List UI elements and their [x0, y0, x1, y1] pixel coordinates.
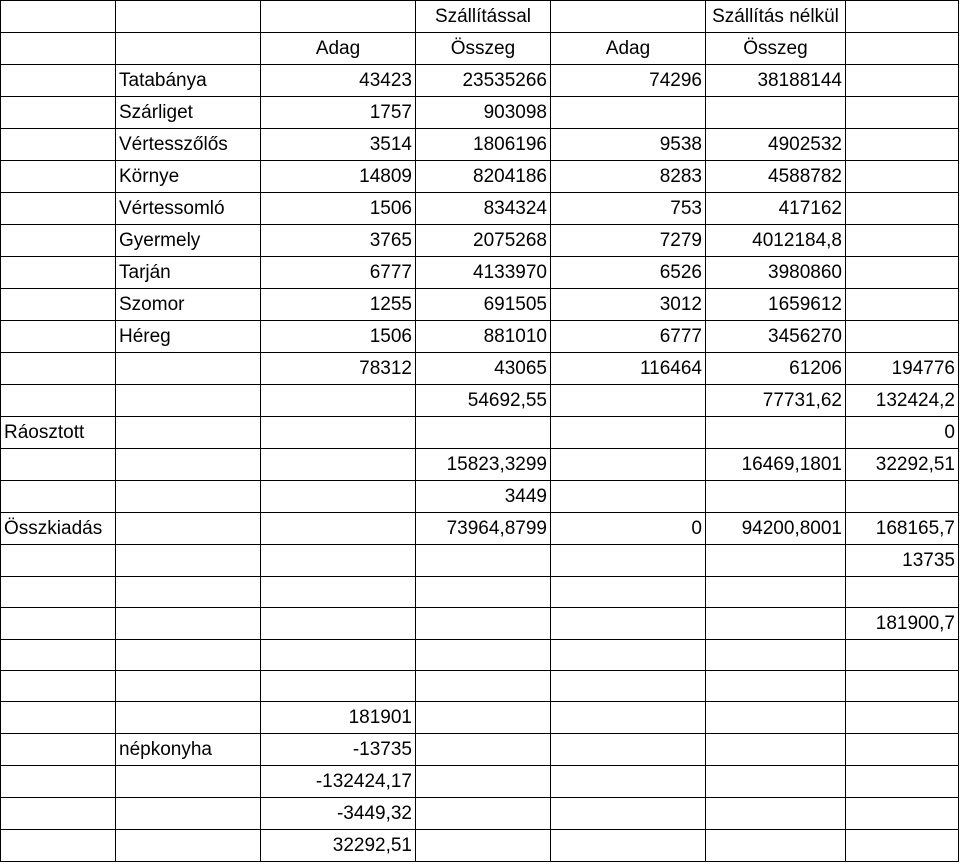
cell-a13[interactable]: [1, 385, 116, 417]
table-row: [1, 671, 959, 702]
cell-b22[interactable]: [116, 671, 261, 702]
cell-g2[interactable]: [846, 33, 959, 65]
cell-g15[interactable]: 32292,51: [846, 449, 959, 481]
cell-e11[interactable]: 6777: [551, 321, 706, 353]
cell-e19[interactable]: [551, 577, 706, 608]
cell-b2[interactable]: [116, 33, 261, 65]
cell-f9[interactable]: 3980860: [706, 257, 846, 289]
cell-f10[interactable]: 1659612: [706, 289, 846, 321]
table-row: [1, 766, 959, 798]
cell-a6[interactable]: [1, 161, 116, 193]
table-row: [1, 225, 959, 257]
cell-e4[interactable]: [551, 97, 706, 129]
cell-b4[interactable]: Szárliget: [116, 97, 261, 129]
cell-e24[interactable]: [551, 734, 706, 766]
table-row: [1, 289, 959, 321]
cell-b3[interactable]: Tatabánya: [116, 65, 261, 97]
cell-a27[interactable]: [1, 830, 116, 862]
cell-a5[interactable]: [1, 129, 116, 161]
cell-f2[interactable]: Összeg: [706, 33, 846, 65]
cell-b9[interactable]: Tarján: [116, 257, 261, 289]
cell-d7[interactable]: 834324: [416, 193, 551, 225]
table-row: [1, 1, 959, 33]
cell-a10[interactable]: [1, 289, 116, 321]
cell-d27[interactable]: [416, 830, 551, 862]
cell-g8[interactable]: [846, 225, 959, 257]
cell-a11[interactable]: [1, 321, 116, 353]
table-row: [1, 65, 959, 97]
cell-g23[interactable]: [846, 702, 959, 734]
cell-a12[interactable]: [1, 353, 116, 385]
cell-g20[interactable]: 181900,7: [846, 608, 959, 640]
cell-e13[interactable]: [551, 385, 706, 417]
cell-f24[interactable]: [706, 734, 846, 766]
cell-d18[interactable]: [416, 545, 551, 577]
cell-f1[interactable]: Szállítás nélkül: [706, 1, 846, 33]
cell-a26[interactable]: [1, 798, 116, 830]
cell-e25[interactable]: [551, 766, 706, 798]
cell-d1[interactable]: Szállítással: [416, 1, 551, 33]
cell-f5[interactable]: 4902532: [706, 129, 846, 161]
cell-g6[interactable]: [846, 161, 959, 193]
cell-a9[interactable]: [1, 257, 116, 289]
cell-c24[interactable]: -13735: [261, 734, 416, 766]
cell-a4[interactable]: [1, 97, 116, 129]
cell-d22[interactable]: [416, 671, 551, 702]
cell-f19[interactable]: [706, 577, 846, 608]
cell-e2[interactable]: Adag: [551, 33, 706, 65]
cell-c1[interactable]: [261, 1, 416, 33]
cell-e5[interactable]: 9538: [551, 129, 706, 161]
cell-a25[interactable]: [1, 766, 116, 798]
cell-a18[interactable]: [1, 545, 116, 577]
table-row: [1, 321, 959, 353]
cell-b18[interactable]: [116, 545, 261, 577]
cell-e22[interactable]: [551, 671, 706, 702]
cell-d9[interactable]: 4133970: [416, 257, 551, 289]
cell-c14[interactable]: [261, 417, 416, 449]
cell-b25[interactable]: [116, 766, 261, 798]
table-row: [1, 449, 959, 481]
cell-d10[interactable]: 691505: [416, 289, 551, 321]
cell-a2[interactable]: [1, 33, 116, 65]
cell-c11[interactable]: 1506: [261, 321, 416, 353]
cell-b1[interactable]: [116, 1, 261, 33]
table-row: [1, 798, 959, 830]
cell-d16[interactable]: 3449: [416, 481, 551, 513]
cell-g11[interactable]: [846, 321, 959, 353]
cell-f25[interactable]: [706, 766, 846, 798]
cell-g5[interactable]: [846, 129, 959, 161]
cell-g19[interactable]: [846, 577, 959, 608]
cell-a20[interactable]: [1, 608, 116, 640]
cell-b19[interactable]: [116, 577, 261, 608]
cell-b5[interactable]: Vértesszőlős: [116, 129, 261, 161]
cell-g17[interactable]: 168165,7: [846, 513, 959, 545]
cell-b12[interactable]: [116, 353, 261, 385]
table-row: [1, 577, 959, 608]
cell-c22[interactable]: [261, 671, 416, 702]
cell-d12[interactable]: 43065: [416, 353, 551, 385]
cell-b15[interactable]: [116, 449, 261, 481]
cell-f3[interactable]: 38188144: [706, 65, 846, 97]
table-row: [1, 257, 959, 289]
cell-f4[interactable]: [706, 97, 846, 129]
cell-e1[interactable]: [551, 1, 706, 33]
cell-e6[interactable]: 8283: [551, 161, 706, 193]
cell-c3[interactable]: 43423: [261, 65, 416, 97]
cell-c13[interactable]: [261, 385, 416, 417]
table-row: [1, 513, 959, 545]
cell-f16[interactable]: [706, 481, 846, 513]
cell-a23[interactable]: [1, 702, 116, 734]
cell-f14[interactable]: [706, 417, 846, 449]
cell-b24[interactable]: népkonyha: [116, 734, 261, 766]
cell-c16[interactable]: [261, 481, 416, 513]
table-row: [1, 608, 959, 640]
cell-d15[interactable]: 15823,3299: [416, 449, 551, 481]
cell-a14[interactable]: Ráosztott: [1, 417, 116, 449]
cell-a22[interactable]: [1, 671, 116, 702]
cell-c4[interactable]: 1757: [261, 97, 416, 129]
cell-g4[interactable]: [846, 97, 959, 129]
cell-d3[interactable]: 23535266: [416, 65, 551, 97]
cell-a17[interactable]: Összkiadás: [1, 513, 116, 545]
cell-c10[interactable]: 1255: [261, 289, 416, 321]
cell-g16[interactable]: [846, 481, 959, 513]
table-row: [1, 830, 959, 862]
cell-f27[interactable]: [706, 830, 846, 862]
cell-d26[interactable]: [416, 798, 551, 830]
cell-g9[interactable]: [846, 257, 959, 289]
table-row: [1, 734, 959, 766]
cell-e17[interactable]: 0: [551, 513, 706, 545]
cell-c7[interactable]: 1506: [261, 193, 416, 225]
table-row: [1, 353, 959, 385]
cell-c9[interactable]: 6777: [261, 257, 416, 289]
cell-e8[interactable]: 7279: [551, 225, 706, 257]
cell-d2[interactable]: Összeg: [416, 33, 551, 65]
cell-f20[interactable]: [706, 608, 846, 640]
cell-b26[interactable]: [116, 798, 261, 830]
cell-g24[interactable]: [846, 734, 959, 766]
cell-a21[interactable]: [1, 640, 116, 671]
cell-a3[interactable]: [1, 65, 116, 97]
table-row: [1, 385, 959, 417]
table-row: [1, 702, 959, 734]
cell-d20[interactable]: [416, 608, 551, 640]
cell-g18[interactable]: 13735: [846, 545, 959, 577]
cell-f6[interactable]: 4588782: [706, 161, 846, 193]
cell-c2[interactable]: Adag: [261, 33, 416, 65]
cell-b27[interactable]: [116, 830, 261, 862]
cell-g22[interactable]: [846, 671, 959, 702]
cell-d24[interactable]: [416, 734, 551, 766]
cell-e27[interactable]: [551, 830, 706, 862]
table-row: [1, 640, 959, 671]
cell-d13[interactable]: 54692,55: [416, 385, 551, 417]
cell-c18[interactable]: [261, 545, 416, 577]
cell-g10[interactable]: [846, 289, 959, 321]
cell-c8[interactable]: 3765: [261, 225, 416, 257]
cell-e12[interactable]: 116464: [551, 353, 706, 385]
table-row: [1, 33, 959, 65]
cell-c15[interactable]: [261, 449, 416, 481]
cell-a15[interactable]: [1, 449, 116, 481]
cell-d5[interactable]: 1806196: [416, 129, 551, 161]
cell-f7[interactable]: 417162: [706, 193, 846, 225]
cell-b20[interactable]: [116, 608, 261, 640]
cell-d19[interactable]: [416, 577, 551, 608]
cell-c26[interactable]: -3449,32: [261, 798, 416, 830]
cell-c21[interactable]: [261, 640, 416, 671]
cell-f23[interactable]: [706, 702, 846, 734]
cell-b6[interactable]: Környe: [116, 161, 261, 193]
cell-f13[interactable]: 77731,62: [706, 385, 846, 417]
cell-c25[interactable]: -132424,17: [261, 766, 416, 798]
cell-d14[interactable]: [416, 417, 551, 449]
cell-b14[interactable]: [116, 417, 261, 449]
cell-e21[interactable]: [551, 640, 706, 671]
cell-g1[interactable]: [846, 1, 959, 33]
cell-g25[interactable]: [846, 766, 959, 798]
table-row: [1, 545, 959, 577]
cell-c19[interactable]: [261, 577, 416, 608]
cell-e18[interactable]: [551, 545, 706, 577]
cell-c23[interactable]: 181901: [261, 702, 416, 734]
cell-f15[interactable]: 16469,1801: [706, 449, 846, 481]
cell-d25[interactable]: [416, 766, 551, 798]
cell-f18[interactable]: [706, 545, 846, 577]
cell-a1[interactable]: [1, 1, 116, 33]
cell-d8[interactable]: 2075268: [416, 225, 551, 257]
cell-e15[interactable]: [551, 449, 706, 481]
cell-g27[interactable]: [846, 830, 959, 862]
cell-c5[interactable]: 3514: [261, 129, 416, 161]
cell-d23[interactable]: [416, 702, 551, 734]
cell-g13[interactable]: 132424,2: [846, 385, 959, 417]
table-row: [1, 129, 959, 161]
table-row: [1, 481, 959, 513]
cell-g7[interactable]: [846, 193, 959, 225]
cell-e14[interactable]: [551, 417, 706, 449]
cell-d21[interactable]: [416, 640, 551, 671]
cell-a19[interactable]: [1, 577, 116, 608]
table-row: [1, 193, 959, 225]
cell-e20[interactable]: [551, 608, 706, 640]
cell-d4[interactable]: 903098: [416, 97, 551, 129]
cell-g14[interactable]: 0: [846, 417, 959, 449]
cell-a7[interactable]: [1, 193, 116, 225]
cell-f22[interactable]: [706, 671, 846, 702]
cell-a8[interactable]: [1, 225, 116, 257]
table-row: [1, 97, 959, 129]
cell-f12[interactable]: 61206: [706, 353, 846, 385]
cell-f11[interactable]: 3456270: [706, 321, 846, 353]
cell-d6[interactable]: 8204186: [416, 161, 551, 193]
cell-f21[interactable]: [706, 640, 846, 671]
cell-e10[interactable]: 3012: [551, 289, 706, 321]
cell-c20[interactable]: [261, 608, 416, 640]
cell-b10[interactable]: Szomor: [116, 289, 261, 321]
cell-b8[interactable]: Gyermely: [116, 225, 261, 257]
cell-e23[interactable]: [551, 702, 706, 734]
cell-g21[interactable]: [846, 640, 959, 671]
cell-g3[interactable]: [846, 65, 959, 97]
cell-f17[interactable]: 94200,8001: [706, 513, 846, 545]
cell-b16[interactable]: [116, 481, 261, 513]
cell-e3[interactable]: 74296: [551, 65, 706, 97]
cell-b17[interactable]: [116, 513, 261, 545]
cell-d17[interactable]: 73964,8799: [416, 513, 551, 545]
cell-b11[interactable]: Héreg: [116, 321, 261, 353]
table-row: [1, 417, 959, 449]
cell-e9[interactable]: 6526: [551, 257, 706, 289]
cell-f26[interactable]: [706, 798, 846, 830]
cell-e26[interactable]: [551, 798, 706, 830]
cell-c12[interactable]: 78312: [261, 353, 416, 385]
cell-d11[interactable]: 881010: [416, 321, 551, 353]
cell-c27[interactable]: 32292,51: [261, 830, 416, 862]
cell-e7[interactable]: 753: [551, 193, 706, 225]
cell-a24[interactable]: [1, 734, 116, 766]
cell-b21[interactable]: [116, 640, 261, 671]
table-row: [1, 161, 959, 193]
cell-g26[interactable]: [846, 798, 959, 830]
cell-e16[interactable]: [551, 481, 706, 513]
cell-b13[interactable]: [116, 385, 261, 417]
cell-g12[interactable]: 194776: [846, 353, 959, 385]
cell-c6[interactable]: 14809: [261, 161, 416, 193]
cell-b23[interactable]: [116, 702, 261, 734]
cell-a16[interactable]: [1, 481, 116, 513]
cell-f8[interactable]: 4012184,8: [706, 225, 846, 257]
cell-b7[interactable]: Vértessomló: [116, 193, 261, 225]
cell-c17[interactable]: [261, 513, 416, 545]
